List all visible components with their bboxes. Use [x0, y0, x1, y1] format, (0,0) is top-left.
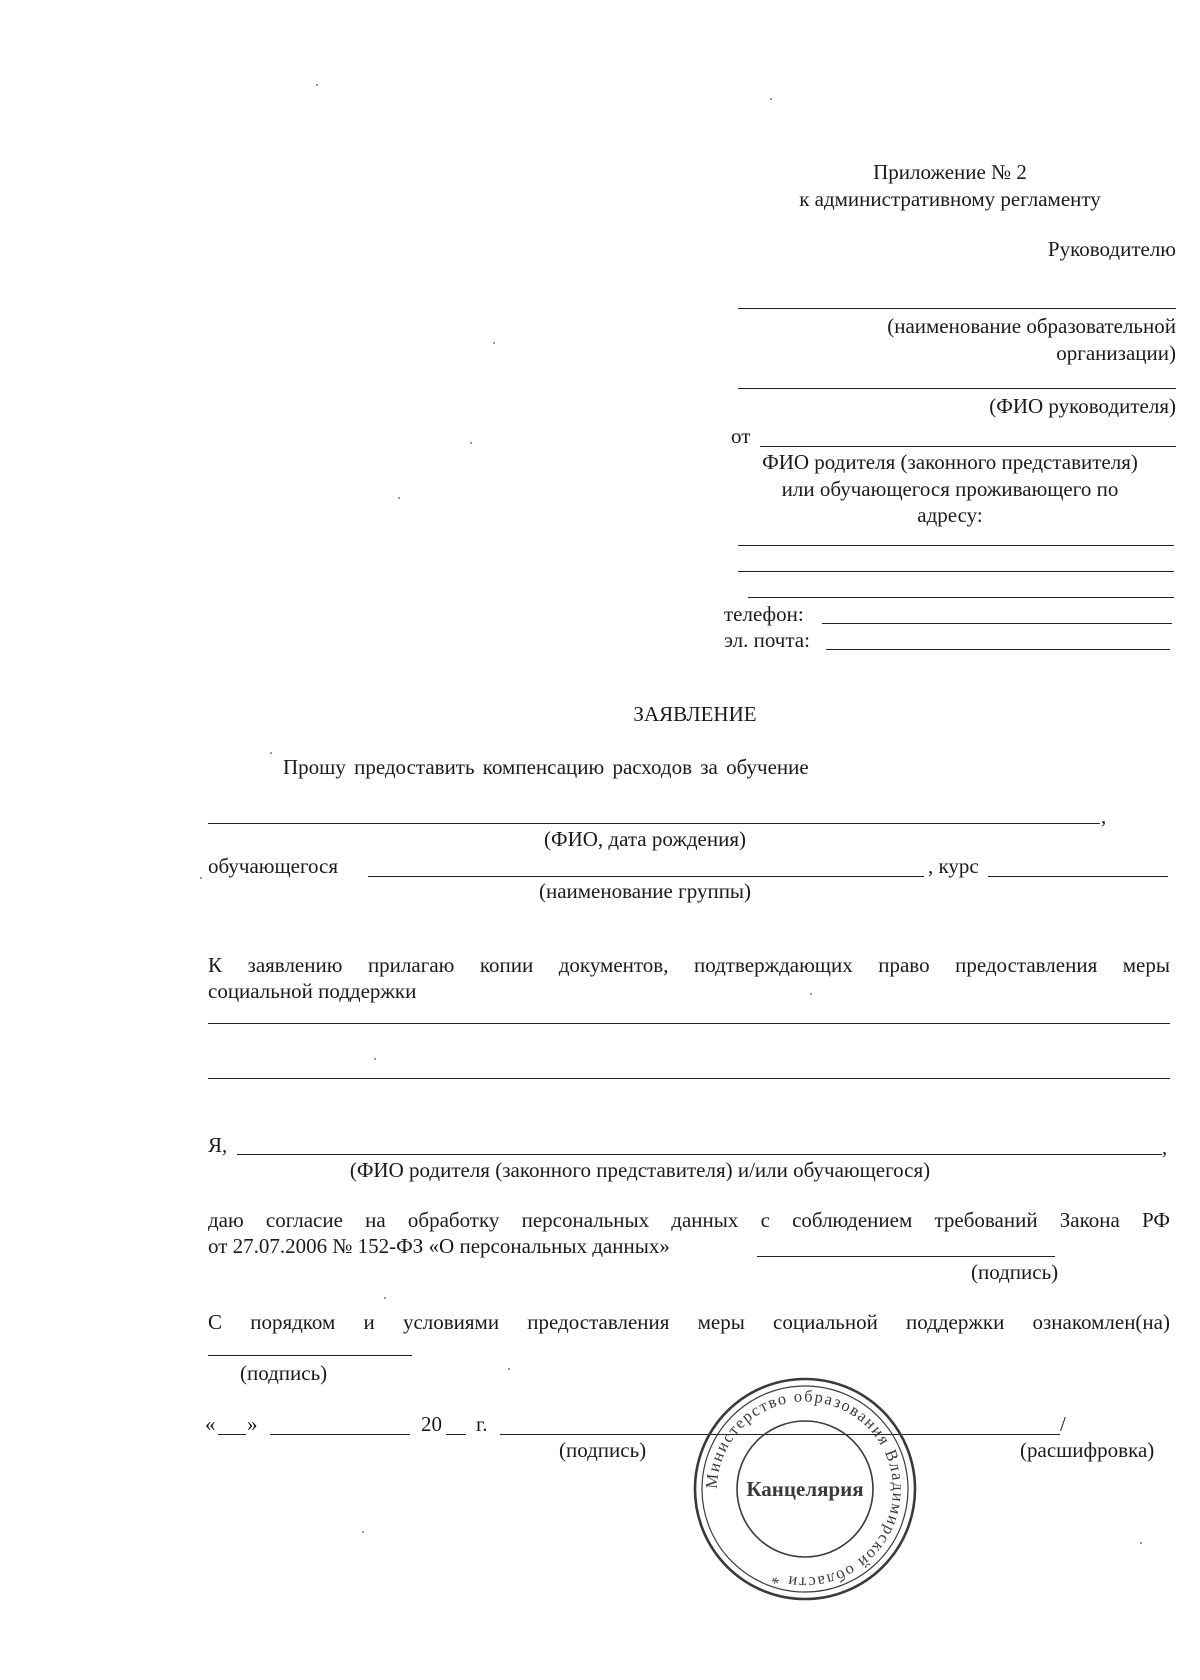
addressee-label: Руководителю	[1047, 237, 1176, 261]
slash-separator: /	[1060, 1412, 1066, 1436]
from-label: от	[731, 424, 751, 448]
date-year-line	[446, 1434, 466, 1435]
office-stamp	[690, 1374, 920, 1604]
student-label: обучающегося	[208, 854, 339, 878]
group-name-caption: (наименование группы)	[538, 879, 752, 903]
course-line	[988, 876, 1168, 877]
parent-name-caption: (ФИО родителя (законного представителя) и/или обучающегося)	[349, 1158, 931, 1182]
head-name-line	[738, 388, 1176, 389]
organization-caption: (наименование образовательной	[887, 314, 1176, 338]
scan-speck	[398, 497, 400, 499]
date-close-quote: »	[247, 1412, 258, 1436]
stamp-center-text: Канцелярия	[746, 1477, 864, 1501]
address-line	[738, 545, 1174, 546]
scan-speck	[770, 98, 772, 100]
student-name-line	[208, 823, 1100, 824]
regulation-reference: к административному регламенту	[799, 187, 1101, 211]
familiarization-signature-caption: (подпись)	[240, 1361, 328, 1385]
phone-line	[822, 623, 1172, 624]
date-month-line	[270, 1434, 410, 1435]
trailing-comma: ,	[1162, 1135, 1168, 1159]
consent-signature-caption: (подпись)	[971, 1260, 1059, 1284]
signature-caption: (подпись)	[559, 1438, 647, 1462]
familiarization-text: С порядком и условиями предоставления меры социальной поддержки ознакомлен(на)	[208, 1310, 1170, 1334]
date-day-line	[218, 1434, 246, 1435]
organization-name-line	[738, 308, 1176, 309]
scan-speck	[508, 1368, 510, 1370]
date-open-quote: «	[205, 1412, 216, 1436]
scan-speck	[362, 1531, 364, 1533]
scan-speck	[1140, 1542, 1142, 1544]
applicant-name-line	[760, 446, 1176, 447]
applicant-caption: ФИО родителя (законного представителя)	[762, 450, 1138, 474]
document-title: ЗАЯВЛЕНИЕ	[633, 702, 757, 726]
email-line	[826, 649, 1170, 650]
scan-speck	[493, 342, 495, 344]
organization-caption: организации)	[1056, 341, 1176, 365]
scan-speck	[316, 84, 318, 86]
i-label: Я,	[208, 1133, 228, 1157]
request-text: Прошу предоставить компенсацию расходов за обучение	[283, 755, 809, 779]
address-line	[748, 597, 1174, 598]
scan-speck	[810, 993, 812, 995]
applicant-caption: адресу:	[917, 503, 983, 527]
familiarization-signature-line	[208, 1355, 412, 1356]
decoding-caption: (расшифровка)	[1020, 1438, 1155, 1462]
consent-text-cont: от 27.07.2006 № 152-ФЗ «О персональных данных»	[208, 1234, 670, 1258]
scan-speck	[470, 442, 472, 444]
scan-speck	[270, 752, 272, 754]
year-prefix: 20	[421, 1412, 442, 1436]
stamp-ring-text: Министерство образования Владимирской области *	[701, 1386, 909, 1593]
head-name-caption: (ФИО руководителя)	[989, 394, 1176, 418]
group-name-line	[368, 876, 924, 877]
phone-label: телефон:	[724, 602, 804, 626]
course-label: , курс	[928, 854, 979, 878]
consent-signature-line	[757, 1256, 1055, 1257]
scan-speck	[384, 1297, 386, 1299]
year-suffix: г.	[476, 1412, 488, 1436]
attachments-text: К заявлению прилагаю копии документов, подтверждающих право предоставления меры	[208, 953, 1170, 977]
student-name-caption: (ФИО, дата рождения)	[543, 827, 747, 851]
applicant-caption: или обучающегося проживающего по	[781, 477, 1119, 501]
attachments-line	[208, 1023, 1170, 1024]
trailing-comma: ,	[1101, 804, 1107, 828]
scan-speck	[200, 877, 202, 879]
address-line	[738, 571, 1174, 572]
attachments-line	[208, 1078, 1170, 1079]
parent-name-line	[237, 1154, 1162, 1155]
appendix-number: Приложение № 2	[873, 160, 1027, 184]
consent-text: даю согласие на обработку персональных данных с соблюдением требований Закона РФ	[208, 1208, 1170, 1232]
scan-speck	[374, 1058, 376, 1060]
attachments-text-cont: социальной поддержки	[208, 979, 417, 1003]
email-label: эл. почта:	[724, 628, 810, 652]
